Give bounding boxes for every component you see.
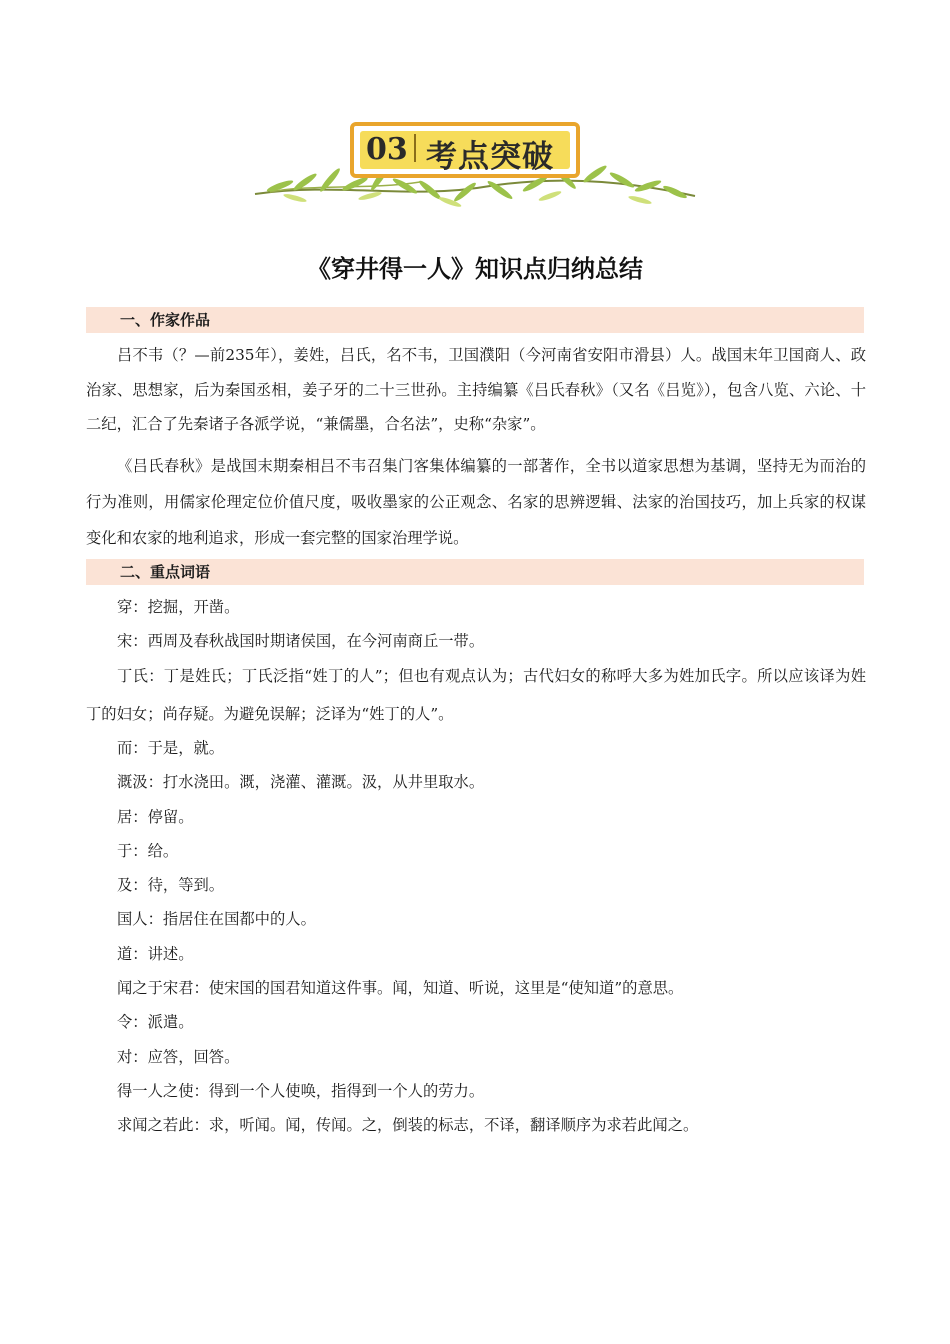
vocab-entry: 丁氏：丁是姓氏；丁氏泛指“姓丁的人”；但也有观点认为；古代妇女的称呼大多为姓加氏字。所以应该译为姓丁的妇女；尚存疑。为避免误解；泛译为“姓丁的人”。 — [86, 667, 866, 723]
vocab-entry: 溉汲：打水浇田。溉，浇灌、灌溉。汲，从井里取水。 — [117, 773, 485, 791]
paragraph-author-bio: 吕不韦（？—前235年），姜姓，吕氏，名不韦，卫国濮阳（今河南省安阳市滑县）人。战国末年卫国商人、政治家、思想家，后为秦国丞相，姜子牙的二十三世孙。主持编纂《吕氏春秋》（又名《吕览》），包含八览、六论、十二纪，汇合了先秦诸子各派学说，“兼儒墨，合名法”，史称“杂家”。 — [86, 346, 866, 433]
section-heading-vocabulary: 二、重点词语 — [86, 559, 864, 585]
vocab-entry: 居：停留。 — [117, 808, 194, 826]
vocab-entry: 穿：挖掘，开凿。 — [117, 598, 240, 616]
vocab-entry: 道：讲述。 — [117, 945, 194, 963]
vocab-entry: 求闻之若此：求，听闻。闻，传闻。之，倒装的标志，不译，翻译顺序为求若此闻之。 — [117, 1116, 699, 1134]
section-banner — [250, 112, 700, 222]
section-heading-author: 一、作家作品 — [86, 307, 864, 333]
vocab-entry: 及：待，等到。 — [117, 876, 225, 894]
vocab-entry: 令：派遣。 — [117, 1013, 194, 1031]
vocab-entry: 而：于是，就。 — [117, 739, 225, 757]
document-title: 《穿井得一人》知识点归纳总结 — [307, 255, 643, 283]
vocab-entry: 宋：西周及春秋战国时期诸侯国，在今河南商丘一带。 — [117, 632, 485, 650]
banner-number: 03 — [366, 132, 408, 167]
vocab-entry: 对：应答，回答。 — [117, 1048, 240, 1066]
vocab-entry: 闻之于宋君：使宋国的国君知道这件事。闻，知道、听说，这里是“使知道”的意思。 — [117, 979, 684, 997]
vocab-entry: 得一人之使：得到一个人使唤，指得到一个人的劳力。 — [117, 1082, 485, 1100]
vocab-entry: 于：给。 — [117, 842, 179, 860]
banner-label: 考点突破 — [426, 139, 554, 175]
banner-badge — [350, 122, 580, 178]
paragraph-book-intro: 《吕氏春秋》是战国末期秦相吕不韦召集门客集体编纂的一部著作，全书以道家思想为基调，坚持无为而治的行为准则，用儒家伦理定位价值尺度，吸收墨家的公正观念、名家的思辨逻辑、法家的治国技巧，加上兵家的权谋变化和农家的地利追求，形成一套完整的国家治理学说。 — [86, 457, 866, 547]
vocab-entry: 国人：指居住在国都中的人。 — [117, 910, 316, 928]
